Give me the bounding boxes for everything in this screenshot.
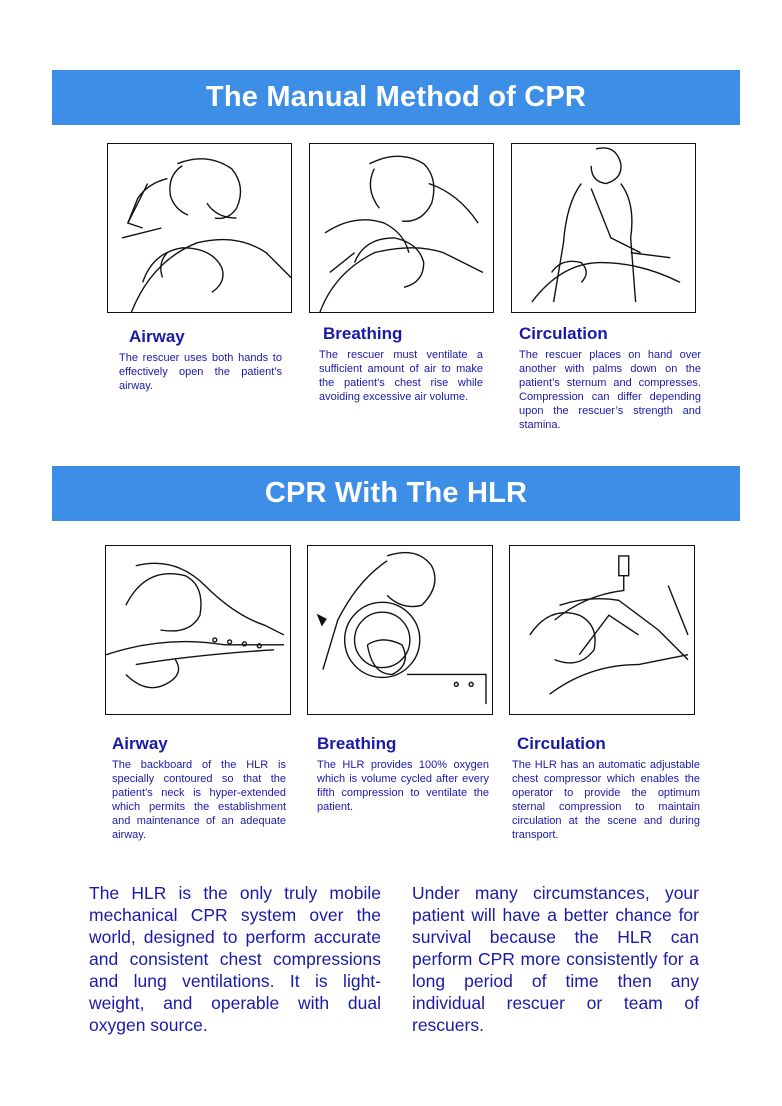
hlr-banner [52,466,740,521]
summary-left: The HLR is the only truly mobile mechanical CPR system over the world, designed to perform accurate and consistent chest compressions and lung ventilations. It is light-weight, and operable with dual oxygen source. [89,883,381,1035]
manual-circulation-heading: Circulation [519,324,608,343]
hlr-breathing-illustration [307,545,493,715]
hlr-breathing-text: The HLR provides 100% oxygen which is volume cycled after every fifth compression to ventilate the patient. [317,759,489,813]
manual-circulation-caption [519,324,701,432]
hlr-airway-heading: Airway [112,734,168,753]
manual-title: The Manual Method of CPR [205,81,587,113]
manual-airway-text: The rescuer uses both hands to effectively open the patient’s airway. [119,352,282,392]
manual-breathing-text: The rescuer must ventilate a sufficient amount of air to make the patient’s chest rise while avoiding excessive air volume. [319,349,483,403]
manual-breathing-heading: Breathing [323,324,403,343]
hlr-circulation-heading: Circulation [517,734,606,753]
hlr-circulation-illustration [509,545,695,715]
manual-breathing-illustration [309,143,494,313]
hlr-airway-illustration [105,545,291,715]
hlr-breathing-heading: Breathing [317,734,397,753]
hlr-airway-caption [112,734,286,842]
hlr-title: CPR With The HLR [264,477,528,509]
hlr-circulation-text: The HLR has an automatic adjustable chest compressor which enables the operator to provide the optimum sternal compression to maintain circulation at the scene and during transport. [512,759,700,841]
hlr-airway-text: The backboard of the HLR is specially contoured so that the patient’s neck is hyper-extended which permits the establishment and maintenance of an adequate airway. [112,759,286,841]
manual-airway-heading: Airway [129,327,185,346]
manual-circulation-illustration [511,143,696,313]
manual-circulation-text: The rescuer places on hand over another with palms down on the patient’s sternum and compresses. Compression can differ depending upon the rescuer’s strength and stamina. [519,349,701,431]
hlr-circulation-caption [512,734,700,842]
hlr-breathing-caption [317,734,489,814]
manual-airway-illustration [107,143,292,313]
manual-banner [52,70,740,125]
summary-right: Under many circumstances, your patient will have a better chance for survival because the HLR can perform CPR more consistently for a long period of time then any individual rescuer or team of rescuers. [412,883,699,1035]
manual-airway-caption [119,327,287,393]
manual-breathing-caption [319,324,487,404]
